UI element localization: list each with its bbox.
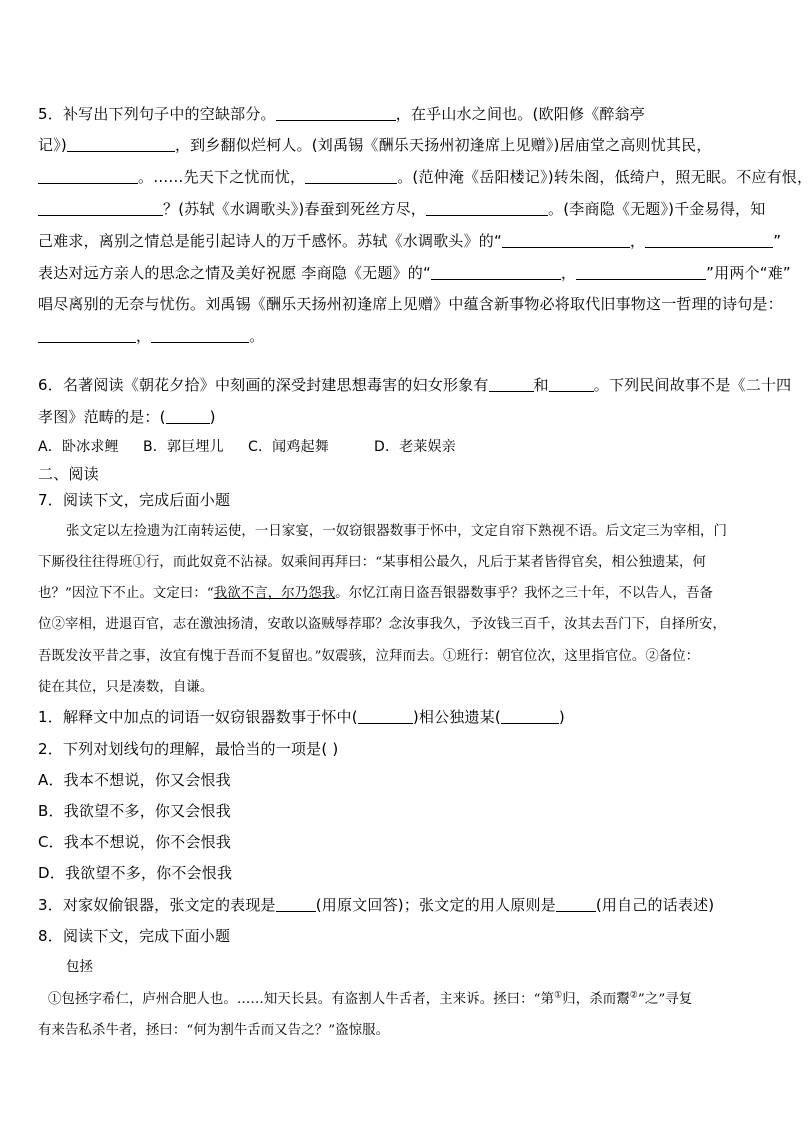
q5-text: 。……先天下之忧而忧， bbox=[138, 168, 306, 186]
q5-blank-5[interactable] bbox=[38, 201, 163, 216]
q5-blank-6[interactable] bbox=[426, 201, 548, 216]
q7-option-c[interactable]: C．我本不想说，你不会恨我 bbox=[38, 833, 232, 851]
q5-text: ，在乎山水之间也。(欧阳修《醉翁亭 bbox=[395, 105, 646, 123]
q6-line-1 bbox=[38, 374, 792, 395]
footnote-mark: ② bbox=[629, 990, 638, 1001]
q6-text: ) bbox=[209, 408, 216, 426]
q7-blank-3[interactable] bbox=[276, 897, 316, 912]
q8-title: 8．阅读下文，完成下面小题 bbox=[38, 927, 231, 945]
q6-options bbox=[38, 436, 764, 456]
q8-text: ”之”寻复 bbox=[637, 992, 693, 1007]
q8-heading: 包拯 bbox=[66, 960, 93, 975]
q6-option-c[interactable]: C．闻鸡起舞 bbox=[248, 439, 329, 455]
q6-text: 和 bbox=[533, 376, 549, 394]
q5-text: 己难求，离别之情总是能引起诗人的万千感怀。苏轼《水调歌头》的“ bbox=[38, 232, 502, 250]
q7-passage-line: 位②宰相，进退百官，志在激浊扬清，安敢以盗贼辱荐耶？念汝事我久，予汝钱三百千，汝其去吾门下，自择所安， bbox=[38, 617, 727, 632]
q8-passage-line bbox=[48, 988, 764, 1007]
section-reading-title: 二、阅读 bbox=[38, 465, 99, 483]
q5-text: 唱尽离别的无奈与忧伤。刘禹锡《酬乐天扬州初逢席上见赠》中蕴含新事物必将取代旧事物这一哲理的诗句是： bbox=[38, 295, 783, 313]
q6-prompt: 6．名著阅读《朝花夕拾》中刻画的深受封建思想毒害的妇女形象有 bbox=[38, 376, 489, 394]
q8-passage-line: 有来告私杀牛者，拯曰：“何为割牛舌而又告之？”盗惊服。 bbox=[38, 1023, 390, 1038]
q7-option-b[interactable]: B．我欲望不多，你又会恨我 bbox=[38, 802, 231, 820]
q7-passage-line bbox=[38, 582, 764, 601]
q5-prompt: 5．补写出下列句子中的空缺部分。 bbox=[38, 105, 276, 123]
q7-blank-2[interactable] bbox=[501, 709, 559, 724]
q5-line-7 bbox=[38, 293, 783, 314]
q5-blank-3[interactable] bbox=[38, 169, 138, 184]
q5-text: 。 bbox=[249, 327, 265, 345]
q5-line-4 bbox=[38, 198, 764, 219]
q5-line-1 bbox=[38, 103, 764, 124]
q7-text: (用自己的话表述) bbox=[595, 896, 715, 914]
q7-text: 3．对家奴偷银器，张文定的表现是 bbox=[38, 896, 276, 914]
q7-text: 。尔忆江南日盗吾银器数事乎？我怀之三十年，不以告人，吾备 bbox=[335, 586, 713, 601]
q5-blank-1[interactable] bbox=[276, 106, 396, 121]
q5-line-3 bbox=[38, 166, 812, 187]
q6-blank-2[interactable] bbox=[549, 377, 594, 392]
q5-line-8 bbox=[38, 325, 764, 346]
q5-blank-2[interactable] bbox=[67, 137, 175, 152]
q5-blank-11[interactable] bbox=[38, 328, 136, 343]
q7-title: 7．阅读下文，完成后面小题 bbox=[38, 491, 231, 509]
q5-text: 。(李商隐《无题》)千金易得，知 bbox=[548, 200, 766, 218]
q7-blank-4[interactable] bbox=[556, 897, 596, 912]
q6-text: 。下列民间故事不是《二十四 bbox=[593, 376, 792, 394]
q5-text: ？(苏轼《水调歌头》)春蚕到死丝方尽， bbox=[163, 200, 427, 218]
q7-text: (用原文回答)；张文定的用人原则是 bbox=[315, 896, 556, 914]
q7-option-d[interactable]: D．我欲望不多，你不会恨我 bbox=[38, 864, 233, 882]
q5-text: 记》) bbox=[38, 136, 67, 154]
footnote-mark: ① bbox=[554, 990, 563, 1001]
q5-text: ， bbox=[136, 327, 152, 345]
q5-line-2 bbox=[38, 134, 764, 155]
q5-line-6 bbox=[38, 262, 791, 283]
q6-text: 孝图》范畴的是：( bbox=[38, 408, 166, 426]
q5-text: ， bbox=[560, 264, 577, 282]
q6-option-b[interactable]: B．郭巨埋儿 bbox=[143, 439, 224, 455]
q7-text: 也？”因泣下不止。文定曰：“ bbox=[38, 586, 214, 601]
q7-sub3 bbox=[38, 894, 764, 915]
q5-blank-12[interactable] bbox=[151, 328, 249, 343]
q7-option-a[interactable]: A．我本不想说，你又会恨我 bbox=[38, 771, 231, 789]
q5-blank-10[interactable] bbox=[576, 265, 706, 280]
q7-passage-line: 张文定以左捡遗为江南转运使，一日家宴，一奴窃银器数事于怀中，文定自帘下熟视不语。后文定三为宰相，门 bbox=[66, 524, 728, 539]
q7-sub2: 2．下列对划线句的理解，最恰当的一项是( ) bbox=[38, 740, 339, 758]
q5-text: 。(范仲淹《岳阳楼记》)转朱阁，低绮户，照无眠。不应有恨， bbox=[397, 168, 812, 186]
q5-blank-9[interactable] bbox=[431, 265, 561, 280]
q6-blank-3[interactable] bbox=[166, 409, 210, 424]
q7-sub1 bbox=[38, 706, 764, 727]
q5-text: ” bbox=[773, 232, 782, 250]
q5-line-5 bbox=[38, 230, 782, 251]
q7-text: 1．解释文中加点的词语一奴窃银器数事于怀中( bbox=[38, 708, 358, 726]
q8-text: ①包拯字希仁，庐州合肥人也。……知天长县。有盗割人牛舌者，主来诉。拯曰：“第 bbox=[48, 992, 555, 1007]
q6-option-a[interactable]: A．卧冰求鲤 bbox=[38, 439, 119, 455]
q7-text: )相公独遗某( bbox=[412, 708, 501, 726]
q7-text: ) bbox=[558, 708, 565, 726]
q5-text: ，到乡翻似烂柯人。(刘禹锡《酬乐天扬州初逢席上见赠》)居庙堂之高则忧其民， bbox=[174, 136, 712, 154]
q6-option-d[interactable]: D．老莱娱亲 bbox=[374, 439, 456, 455]
q5-text: ”用两个“难” bbox=[706, 264, 791, 282]
q6-line-2 bbox=[38, 406, 764, 427]
q8-text: 归，杀而鬻 bbox=[562, 992, 630, 1007]
q7-underlined-sentence: 我欲不言，尔乃怨我 bbox=[213, 586, 336, 601]
q7-blank-1[interactable] bbox=[358, 709, 413, 724]
q7-passage-line: 吾既发汝平昔之事，汝宜有愧于吾而不复留也。”奴震骇，泣拜而去。①班行：朝官位次，这里指官位。②备位： bbox=[38, 649, 700, 664]
q5-text: ， bbox=[629, 232, 646, 250]
q7-passage-line: 下厮役往往得班①行，而此奴竟不沾禄。奴乘间再拜曰：“某事相公最久，凡后于某者皆得官矣，相公独遗某，何 bbox=[38, 555, 706, 570]
q6-blank-1[interactable] bbox=[489, 377, 534, 392]
q5-text: 表达对远方亲人的思念之情及美好祝愿 李商隐《无题》的“ bbox=[38, 264, 431, 282]
q5-blank-7[interactable] bbox=[502, 233, 630, 248]
q5-blank-8[interactable] bbox=[645, 233, 773, 248]
q5-blank-4[interactable] bbox=[305, 169, 397, 184]
q7-passage-line: 徒在其位，只是凑数，自谦。 bbox=[38, 680, 214, 695]
